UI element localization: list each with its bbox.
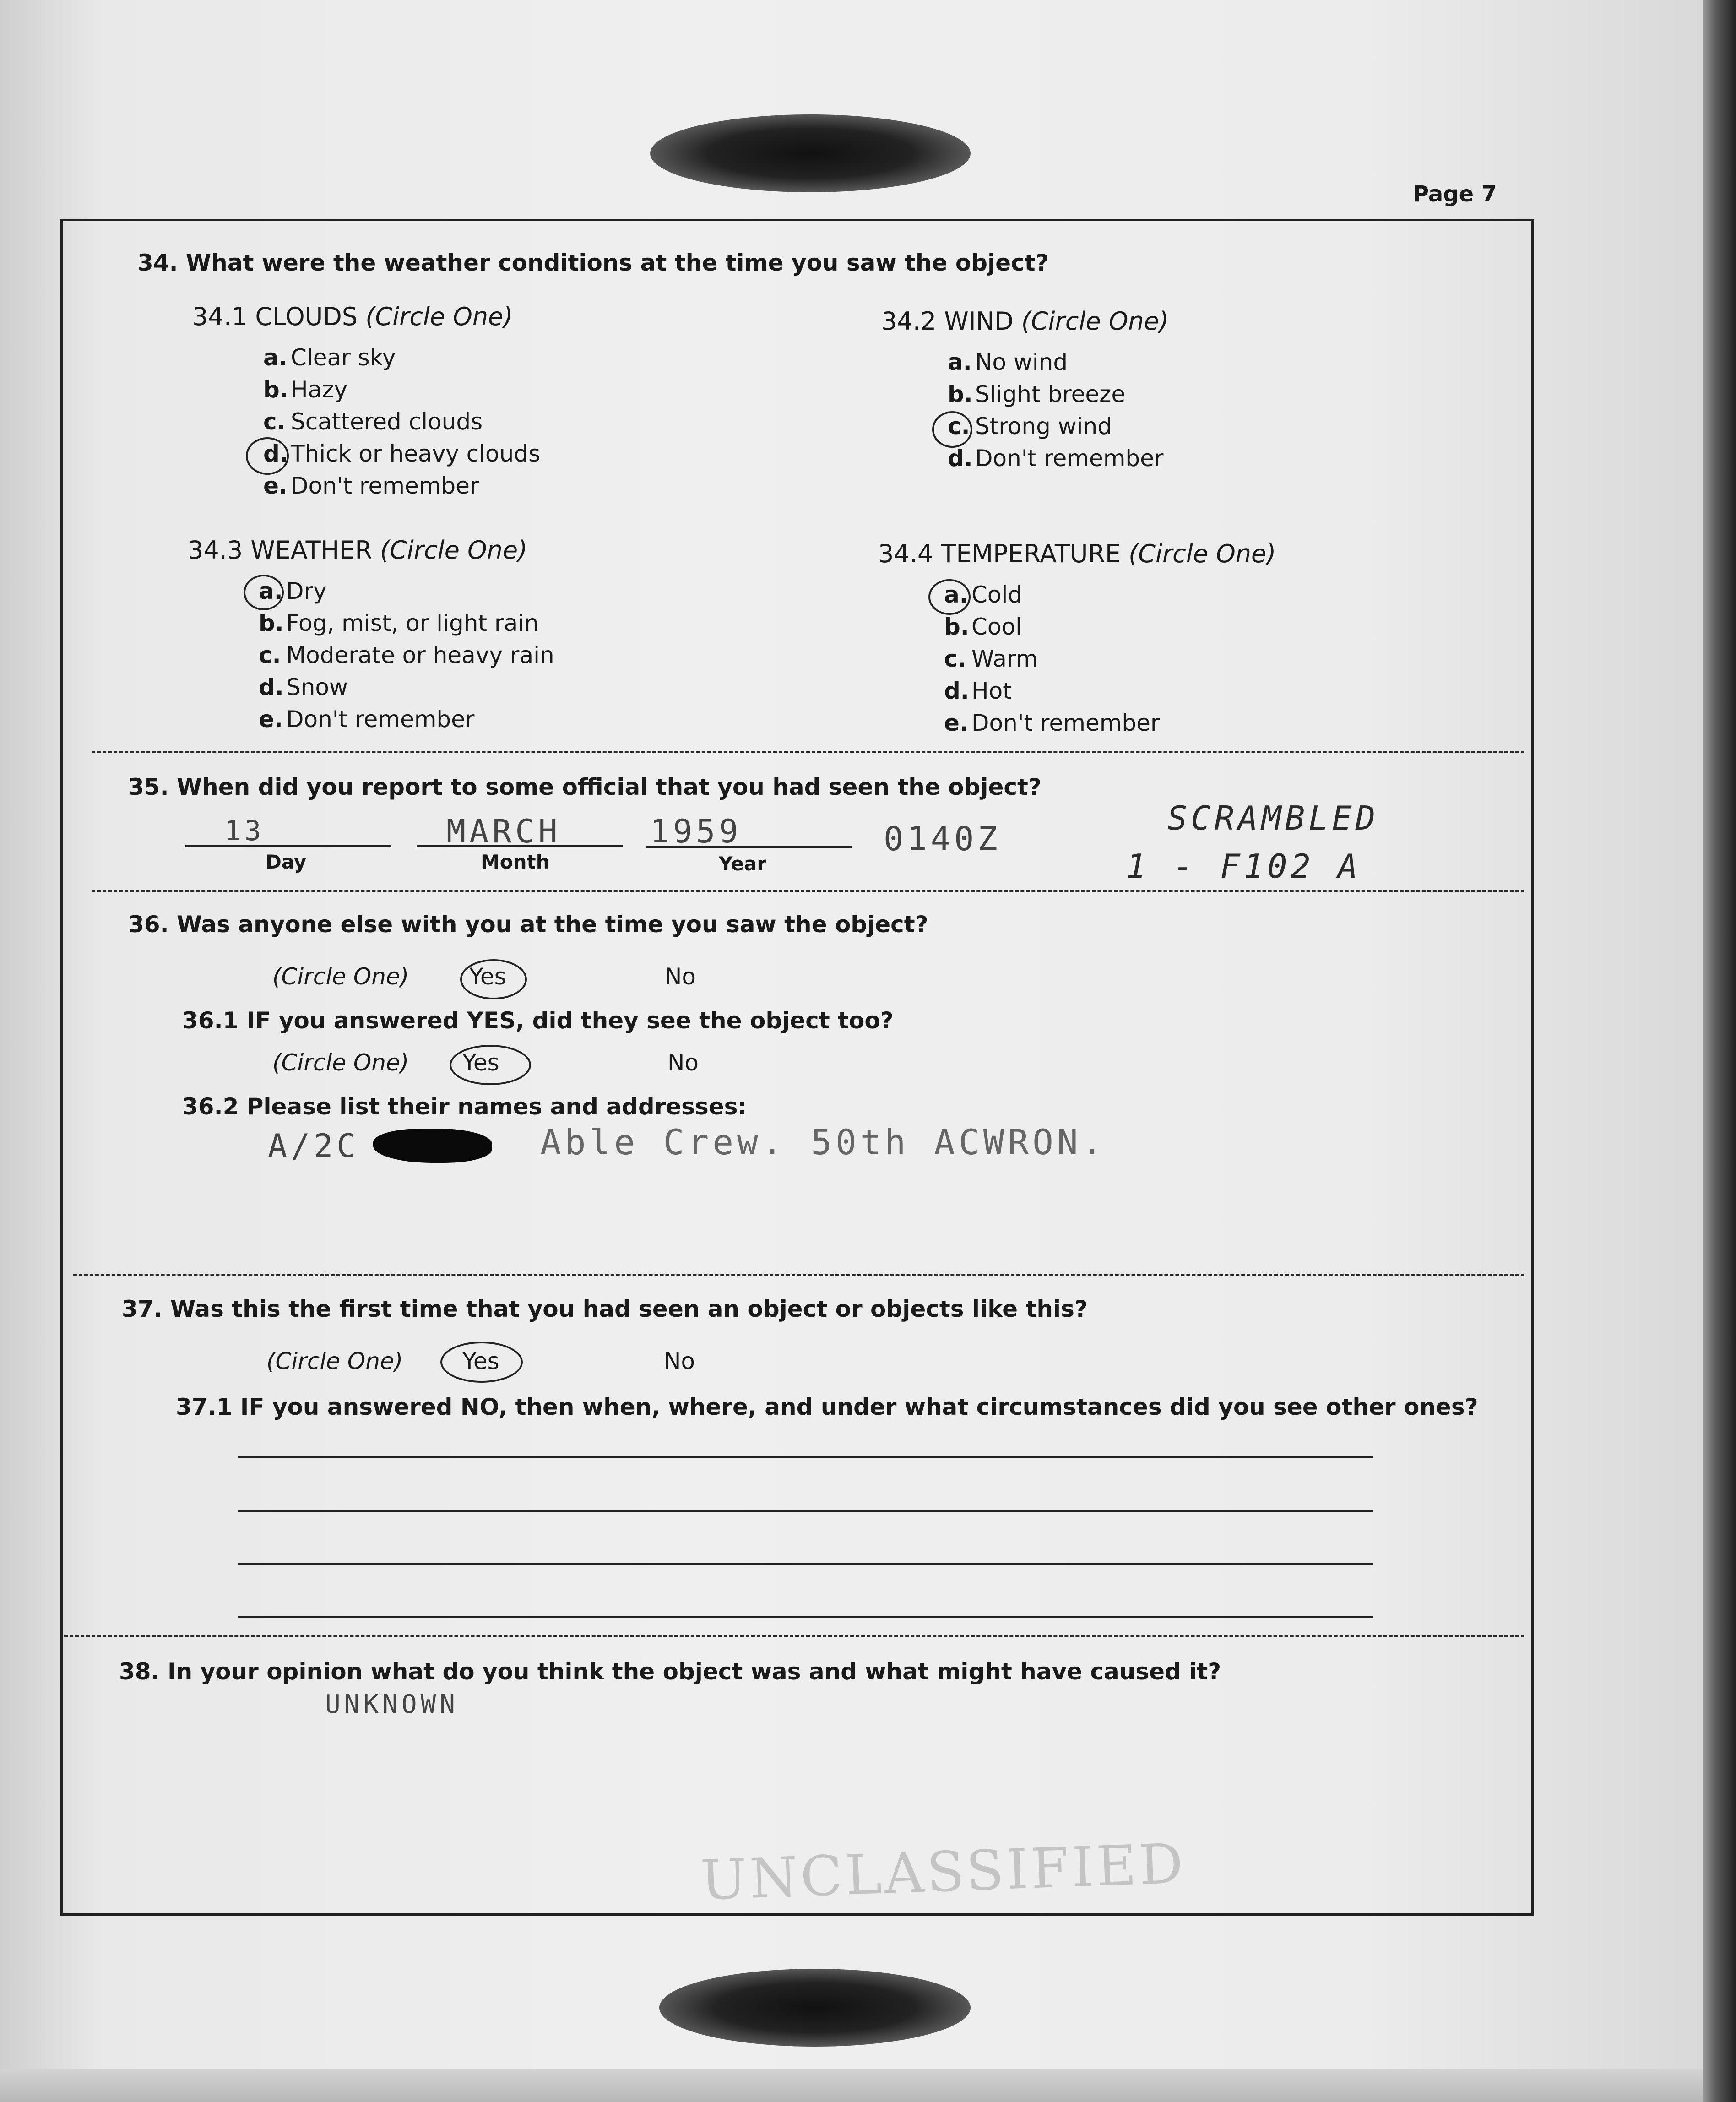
weather-option-a[interactable]: a. Dry (259, 578, 327, 604)
q35-time-value[interactable]: 0140Z (884, 820, 1001, 858)
weather-heading-text: WEATHER (250, 536, 372, 565)
q36-yes-circle (460, 959, 527, 999)
q34-clouds-heading (192, 302, 513, 331)
q35-year-line (646, 846, 852, 848)
redacted-name (373, 1129, 492, 1163)
clouds-option-c[interactable]: c. Scattered clouds (263, 408, 483, 435)
divider-34-35 (92, 751, 1524, 753)
q35-month-value[interactable]: MARCH (446, 813, 561, 850)
clouds-option-a[interactable]: a. Clear sky (263, 344, 396, 371)
q36-1-yes-circle (450, 1045, 531, 1085)
q35-note-line1[interactable]: SCRAMBLED (1167, 799, 1379, 837)
q37-1-answer-line-4[interactable] (238, 1616, 1373, 1618)
q36-1-no-option[interactable]: No (667, 1049, 699, 1076)
temperature-number: 34.4 (878, 539, 933, 568)
clouds-number: 34.1 (192, 302, 248, 331)
q36-2-answer-prefix[interactable]: A/2C (268, 1127, 360, 1165)
temperature-circled-mark (928, 579, 971, 615)
scan-edge-right (1703, 0, 1736, 2102)
q36-question: 36. Was anyone else with you at the time you saw the object? (128, 911, 928, 938)
q37-1-answer-line-3[interactable] (238, 1563, 1373, 1565)
wind-option-b[interactable]: b. Slight breeze (948, 381, 1126, 407)
temperature-option-c[interactable]: c. Warm (944, 646, 1038, 672)
weather-option-c[interactable]: c. Moderate or heavy rain (259, 642, 554, 668)
clouds-instruction: (Circle One) (365, 302, 513, 331)
temperature-option-e[interactable]: e. Don't remember (944, 710, 1160, 736)
wind-option-a[interactable]: a. No wind (948, 349, 1068, 375)
q36-1-question: 36.1 IF you answered YES, did they see the object too? (182, 1007, 894, 1034)
clouds-heading-text: CLOUDS (255, 302, 358, 331)
q37-1-question: 37.1 IF you answered NO, then when, where, and under what circumstances did you see other ones? (176, 1394, 1478, 1420)
wind-instruction: (Circle One) (1021, 307, 1169, 336)
q36-instruction: (Circle One) (272, 963, 409, 990)
temperature-option-b[interactable]: b. Cool (944, 614, 1022, 640)
weather-option-b[interactable]: b. Fog, mist, or light rain (259, 610, 539, 636)
q35-day-value[interactable]: 13 (224, 815, 265, 847)
wind-option-d[interactable]: d. Don't remember (948, 445, 1164, 472)
clouds-option-d[interactable]: d. Thick or heavy clouds (263, 440, 541, 467)
temperature-option-a[interactable]: a. Cold (944, 581, 1023, 608)
clouds-circled-mark (246, 437, 289, 475)
q35-note-line2[interactable]: 1 - F102 A (1126, 847, 1362, 885)
weather-option-e[interactable]: e. Don't remember (259, 706, 475, 733)
q37-instruction: (Circle One) (266, 1348, 403, 1374)
wind-number: 34.2 (881, 307, 937, 336)
q37-1-answer-line-2[interactable] (238, 1510, 1373, 1512)
divider-36-37 (73, 1274, 1524, 1276)
clouds-option-b[interactable]: b. Hazy (263, 376, 348, 403)
q36-2-answer-rest[interactable]: Able Crew. 50th ACWRON. (540, 1122, 1107, 1162)
q37-yes-option[interactable]: Yes (462, 1348, 499, 1374)
q35-year-value[interactable]: 1959 (650, 813, 742, 850)
weather-option-d[interactable]: d. Snow (259, 674, 348, 701)
weather-number: 34.3 (188, 536, 243, 565)
q34-wind-heading (881, 307, 1169, 336)
q36-1-instruction: (Circle One) (272, 1049, 409, 1076)
temperature-heading-text: TEMPERATURE (941, 539, 1121, 568)
q34-temperature-heading (878, 539, 1276, 568)
wind-option-c[interactable]: c. Strong wind (948, 413, 1112, 440)
scan-edge-bottom (0, 2069, 1703, 2102)
q37-question: 37. Was this the first time that you had seen an object or objects like this? (122, 1296, 1088, 1322)
clouds-option-e[interactable]: e. Don't remember (263, 473, 479, 499)
q37-no-option[interactable]: No (664, 1348, 695, 1374)
q36-no-option[interactable]: No (665, 963, 696, 990)
q37-1-answer-line-1[interactable] (238, 1456, 1373, 1458)
q35-year-label: Year (719, 853, 767, 875)
classification-smudge-top (650, 114, 971, 192)
q36-1-yes-option[interactable]: Yes (462, 1049, 499, 1076)
q35-question: 35. When did you report to some official that you had seen the object? (128, 774, 1042, 800)
divider-35-36 (92, 890, 1524, 892)
wind-heading-text: WIND (944, 307, 1014, 336)
q36-yes-option[interactable]: Yes (469, 963, 506, 990)
q38-answer[interactable]: UNKNOWN (325, 1689, 459, 1719)
temperature-instruction: (Circle One) (1128, 539, 1276, 568)
q35-day-line (185, 845, 391, 847)
q34-question: 34. What were the weather conditions at the time you saw the object? (137, 250, 1049, 276)
temperature-option-d[interactable]: d. Hot (944, 678, 1012, 704)
q35-month-line (417, 845, 623, 847)
q36-2-question: 36.2 Please list their names and addresses: (182, 1093, 747, 1120)
weather-circled-mark (244, 575, 284, 610)
unclassified-stamp: UNCLASSIFIED (699, 1832, 1187, 1913)
q35-day-label: Day (266, 851, 307, 873)
q35-month-label: Month (481, 851, 550, 873)
weather-instruction: (Circle One) (380, 536, 528, 565)
wind-circled-mark (932, 411, 972, 448)
q34-weather-heading (188, 536, 527, 565)
q37-yes-circle (440, 1342, 523, 1383)
classification-smudge-bottom (659, 1969, 971, 2047)
page-number: Page 7 (1413, 181, 1497, 207)
q38-question: 38. In your opinion what do you think the object was and what might have caused it? (119, 1658, 1221, 1685)
divider-37-38 (64, 1635, 1524, 1637)
